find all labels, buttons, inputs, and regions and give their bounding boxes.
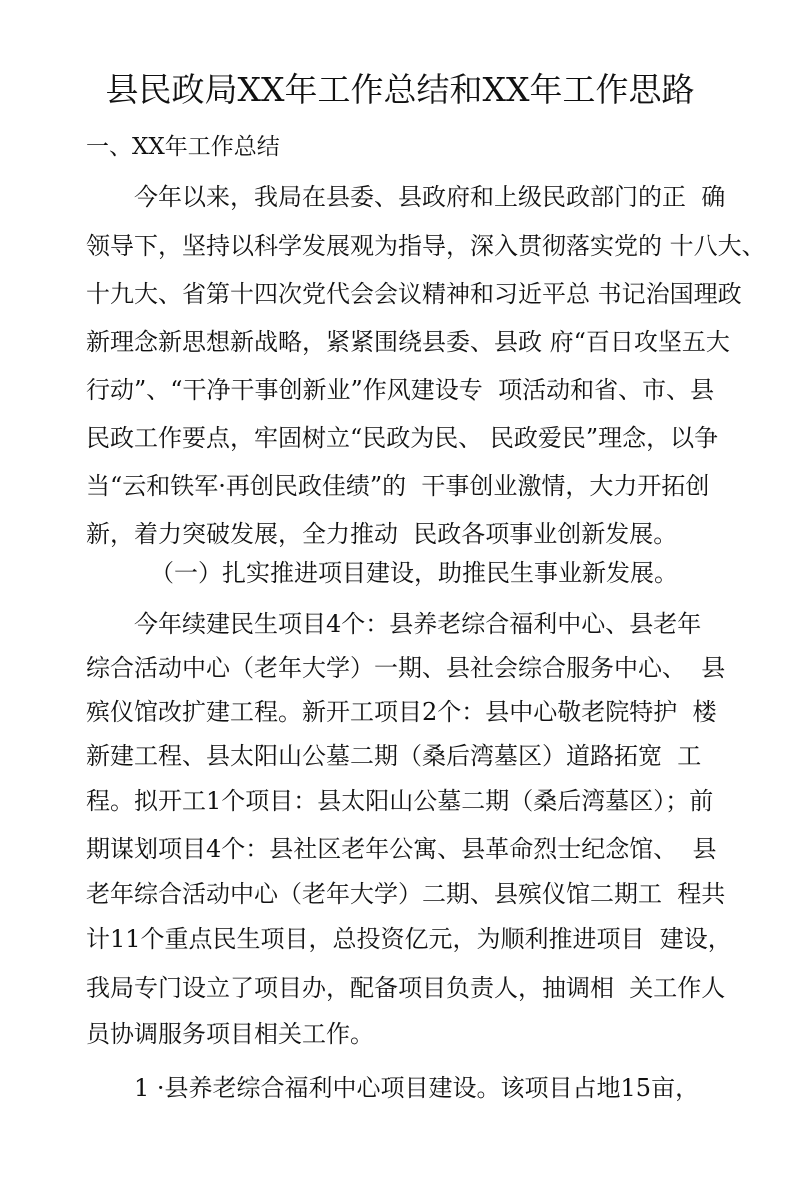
paragraph1-line-2: 领导下，坚持以科学发展观为指导，深入贯彻落实党的 十八大、 bbox=[86, 232, 766, 260]
document-title: 县民政局XX年工作总结和XX年工作思路 bbox=[105, 70, 695, 109]
paragraph2-line-9: 我局专门设立了项目办，配备项目负责人，抽调相 关工作人 bbox=[86, 974, 726, 1002]
paragraph2-line-5: 程。拟开工1个项目：县太阳山公墓二期（桑后湾墓区）；前 bbox=[86, 787, 714, 815]
paragraph2-line-3: 殡仪馆改扩建工程。新开工项目2个：县中心敬老院特护 楼 bbox=[86, 698, 717, 726]
section-heading: 一、XX年工作总结 bbox=[86, 134, 280, 160]
paragraph1-line-3: 十九大、省第十四次党代会会议精神和习近平总 书记治国理政 bbox=[86, 280, 742, 308]
paragraph1-line-4: 新理念新思想新战略，紧紧围绕县委、县政 府“百日攻坚五大 bbox=[86, 328, 730, 356]
paragraph2-line-8: 计11个重点民生项目，总投资亿元，为顺利推进项目 建设， bbox=[86, 925, 732, 953]
paragraph2-line-6: 期谋划项目4个：县社区老年公寓、县革命烈士纪念馆、 县 bbox=[86, 835, 717, 863]
paragraph1-line-1: 今年以来，我局在县委、县政府和上级民政部门的正 确 bbox=[134, 183, 726, 211]
item1-line: 1 ·县养老综合福利中心项目建设。该项目占地15亩， bbox=[134, 1074, 700, 1102]
paragraph1-line-7: 当“云和铁军·再创民政佳绩”的 干事创业激情，大力开拓创 bbox=[86, 472, 710, 500]
paragraph1-line-5: 行动”、“干净干事创新业”作风建设专 项活动和省、市、县 bbox=[86, 376, 715, 404]
paragraph2-line-1: 今年续建民生项目4个：县养老综合福利中心、县老年 bbox=[134, 610, 702, 638]
paragraph2-line-7: 老年综合活动中心（老年大学）二期、县殡仪馆二期工 程共 bbox=[86, 880, 726, 908]
paragraph2-line-4: 新建工程、县太阳山公墓二期（桑后湾墓区）道路拓宽 工 bbox=[86, 742, 702, 770]
paragraph1-line-8: 新，着力突破发展，全力推动 民政各项事业创新发展。 bbox=[86, 520, 678, 548]
paragraph2-line-10: 员协调服务项目相关工作。 bbox=[86, 1020, 374, 1048]
subheading-1: （一）扎实推进项目建设，助推民生事业新发展。 bbox=[150, 559, 678, 587]
paragraph1-line-6: 民政工作要点，牢固树立“民政为民、 民政爱民”理念，以争 bbox=[86, 424, 719, 452]
paragraph2-line-2: 综合活动中心（老年大学）一期、县社会综合服务中心、 县 bbox=[86, 654, 726, 682]
